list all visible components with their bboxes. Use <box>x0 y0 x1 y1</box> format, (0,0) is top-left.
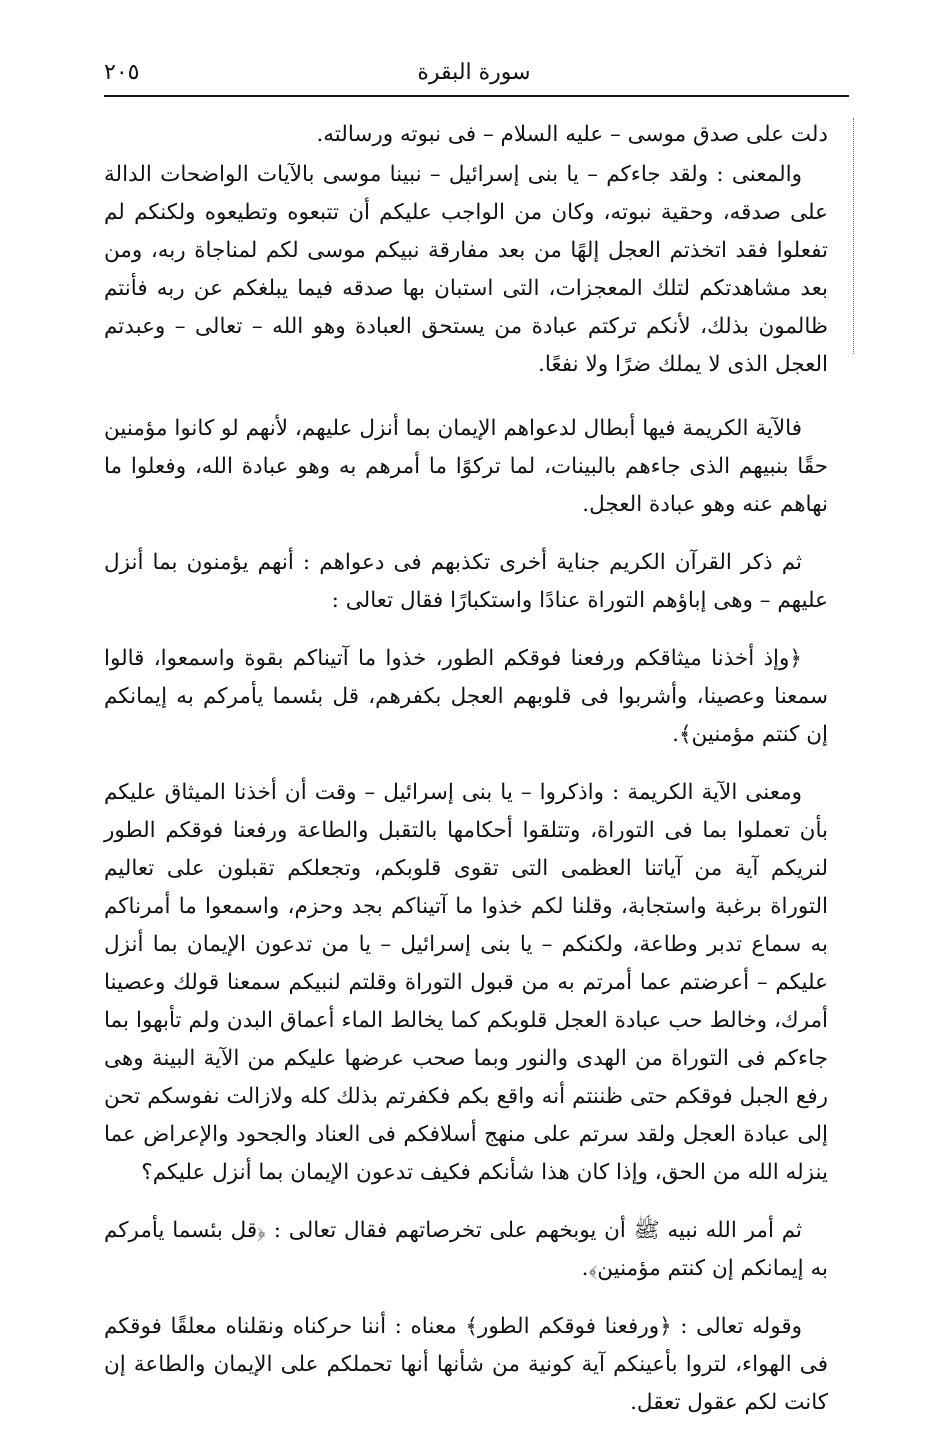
paragraph: فالآية الكريمة فيها أبطال لدعواهم الإيمان بما أنزل عليهم، لأنهم لو كانوا مؤمنين حقًا بنبيهم الذى جاءهم بالبينات، لما تركوًا ما أمرهم به وهو عبادة الله، وفعلوا ما نهاهم عنه وهو عبادة العجل. <box>104 416 828 517</box>
page-header <box>104 56 844 92</box>
margin-dotted-line <box>853 118 854 354</box>
surah-title: سورة البقرة <box>417 60 531 85</box>
page-body <box>104 116 828 1442</box>
paragraph: ثم ذكر القرآن الكريم جناية أخرى تكذبهم فى دعواهم : أنهم يؤمنون بما أنزل عليهم – وهى إباؤهم التوراة عنادًا واستكبارًا فقال تعالى : <box>104 550 828 613</box>
paragraph: ومعنى الآية الكريمة : واذكروا – يا بنى إسرائيل – وقت أن أخذنا الميثاق عليكم بأن تعملوا بما فى التوراة، وتتلقوا أحكامها بالتقبل والطاعة ورفعنا فوقكم الطور لنريكم آية من آياتنا العظمى التى تقوى قلوبكم، وتجعلكم تقبلون على تعاليم التوراة برغبة واستجابة، وقلنا لكم خذوا ما آتيناكم بجد وحزم، واسمعوا ما أمرناكم به سماع تدبر وطاعة، ولكنكم – يا بنى إسرائيل – يا من تدعون الإيمان بما أنزل عليكم – أعرضتم عما أمرتم به من قبول التوراة وقلتم لنبيكم سمعنا قولك وعصينا أمرك، وخالط حب عبادة العجل قلوبكم كما يخالط الماء أعماق البدن ولم تأبهوا بما جاءكم فى التوراة من الهدى والنور وبما صحب عرضها عليكم من الآية البينة وهى رفع الجبل فوقكم حتى ظننتم أنه واقع بكم فكفرتم بذلك كله ولازالت نفوسكم تحن إلى عبادة العجل ولقد سرتم على منهج أسلافكم فى العناد والجحود والإعراض عما ينزله الله من الحق، وإذا كان هذا شأنكم فكيف تدعون الإيمان بما أنزل عليكم؟ <box>104 780 828 1185</box>
page-number: ٢٠٥ <box>104 60 140 85</box>
header-rule <box>104 95 849 97</box>
paragraph: ثم أمر الله نبيه ﷺ أن يوبخهم على تخرصاتهم فقال تعالى : ﴿قل بئسما يأمركم به إيمانكم إن كنتم مؤمنين﴾. <box>104 1218 828 1281</box>
paragraph: دلت على صدق موسى – عليه السلام – فى نبوته ورسالته. <box>316 122 828 147</box>
quran-verse: ﴿وإذ أخذنا ميثاقكم ورفعنا فوقكم الطور، خذوا ما آتيناكم بقوة واسمعوا، قالوا سمعنا وعصينا، وأشربوا فى قلوبهم العجل بكفرهم، قل بئسما يأمركم به إيمانكم إن كنتم مؤمنين﴾. <box>104 646 828 747</box>
paragraph: وقوله تعالى : ﴿ورفعنا فوقكم الطور﴾ معناه : أننا حركناه ونقلناه معلقًا فوقكم فى الهواء، لتروا بأعينكم آية كونية من شأنها أنها تحملكم على الإيمان والطاعة إن كانت لكم عقول تعقل. <box>104 1314 828 1415</box>
paragraph: والمعنى : ولقد جاءكم – يا بنى إسرائيل – نبينا موسى بالآيات الواضحات الدالة على صدقه، وحقية نبوته، وكان من الواجب عليكم أن تتبعوه وتطيعوه ولكنكم لم تفعلوا فقد اتخذتم العجل إلهًا من بعد مفارقة نبيكم موسى لكم لمناجاة ربه، ومن بعد مشاهدتكم لتلك المعجزات، التى استبان بها صدقه فيما يبلغكم عن ربه فأنتم ظالمون بذلك، لأنكم تركتم عبادة من يستحق العبادة وهو الله – تعالى – وعبدتم العجل الذى لا يملك ضرًا ولا نفعًا. <box>104 162 828 377</box>
